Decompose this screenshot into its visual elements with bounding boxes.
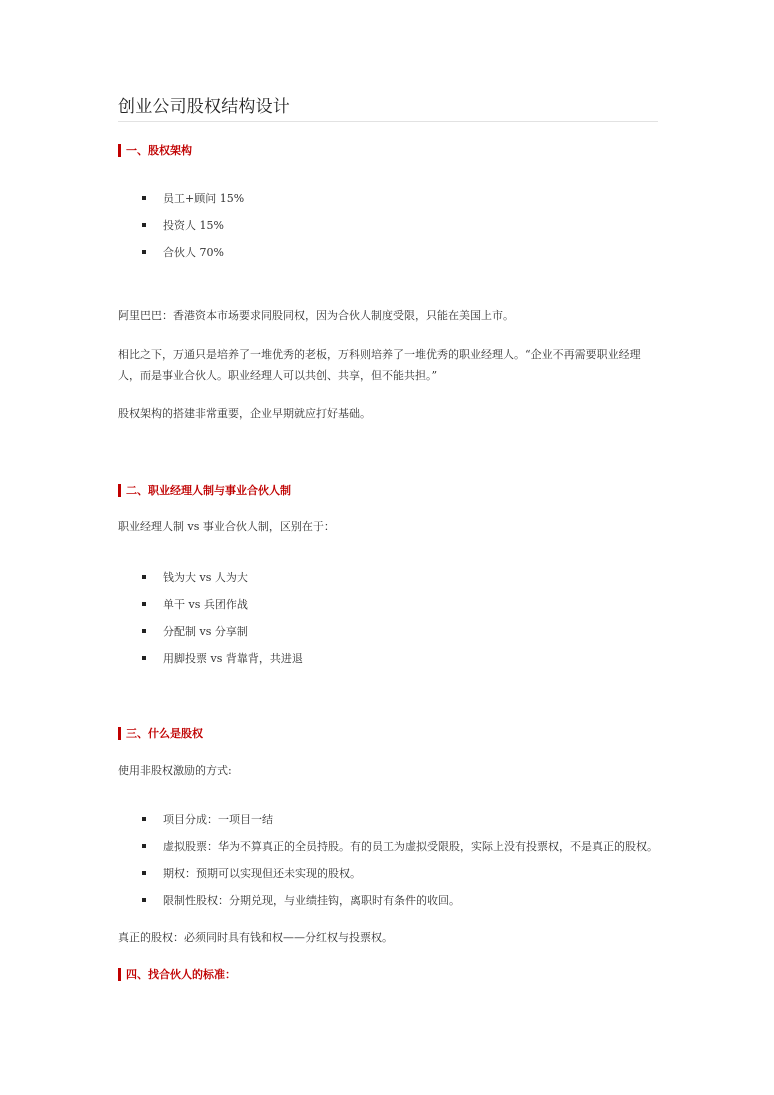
document-title: 创业公司股权结构设计 (118, 97, 290, 117)
section-heading-text: 一、股权架构 (126, 144, 192, 157)
square-bullet-icon (142, 817, 146, 821)
list-item (142, 184, 244, 211)
list-item (142, 590, 303, 617)
list-item-text: 期权：预期可以实现但还未实现的股权。 (163, 866, 361, 880)
square-bullet-icon (142, 871, 146, 875)
square-bullet-icon (142, 844, 146, 848)
section-heading-4 (118, 967, 236, 981)
section-heading-text: 二、职业经理人制与事业合伙人制 (126, 484, 291, 497)
list-item-text: 分配制 vs 分享制 (163, 624, 248, 638)
square-bullet-icon (142, 656, 146, 660)
non-equity-incentive-list (142, 805, 658, 913)
square-bullet-icon (142, 223, 146, 227)
list-item (142, 805, 658, 832)
heading-accent-bar (118, 727, 121, 740)
list-item-text: 单干 vs 兵团作战 (163, 597, 248, 611)
section-heading-3 (118, 726, 203, 740)
list-item (142, 886, 658, 913)
list-item (142, 563, 303, 590)
section-heading-text: 四、找合伙人的标准： (126, 968, 236, 981)
list-item-text: 投资人 15% (163, 218, 224, 232)
list-item (142, 617, 303, 644)
list-item-text: 虚拟股票：华为不算真正的全员持股。有的员工为虚拟受限股，实际上没有投票权，不是真正的股权。 (163, 839, 658, 853)
square-bullet-icon (142, 196, 146, 200)
heading-accent-bar (118, 484, 121, 497)
paragraph: 职业经理人制 vs 事业合伙人制，区别在于： (118, 520, 335, 533)
square-bullet-icon (142, 629, 146, 633)
square-bullet-icon (142, 250, 146, 254)
list-item-text: 用脚投票 vs 背靠背，共进退 (163, 651, 303, 665)
paragraph: 股权架构的搭建非常重要，企业早期就应打好基础。 (118, 407, 371, 420)
list-item (142, 859, 658, 886)
equity-structure-list (142, 184, 244, 265)
list-item (142, 211, 244, 238)
paragraph: 阿里巴巴：香港资本市场要求同股同权，因为合伙人制度受限，只能在美国上市。 (118, 309, 514, 322)
heading-accent-bar (118, 968, 121, 981)
square-bullet-icon (142, 602, 146, 606)
section-heading-text: 三、什么是股权 (126, 727, 203, 740)
square-bullet-icon (142, 575, 146, 579)
paragraph: 真正的股权：必须同时具有钱和权——分红权与投票权。 (118, 931, 393, 944)
list-item (142, 644, 303, 671)
paragraph: 相比之下，万通只是培养了一堆优秀的老板，万科则培养了一堆优秀的职业经理人。“企业不再需要职业经理人，而是事业合伙人。职业经理人可以共创、共享，但不能共担。” (118, 348, 641, 382)
paragraph: 使用非股权激励的方式: (118, 764, 232, 777)
title-divider (118, 121, 658, 122)
list-item-text: 合伙人 70% (163, 245, 224, 259)
section-heading-1 (118, 143, 192, 157)
list-item-text: 员工+顾问 15% (163, 191, 245, 205)
list-item-text: 钱为大 vs 人为大 (163, 570, 248, 584)
heading-accent-bar (118, 144, 121, 157)
square-bullet-icon (142, 898, 146, 902)
list-item (142, 238, 244, 265)
list-item (142, 832, 658, 859)
section-heading-2 (118, 483, 291, 497)
list-item-text: 限制性股权：分期兑现，与业绩挂钩，离职时有条件的收回。 (163, 893, 460, 907)
comparison-list (142, 563, 303, 671)
list-item-text: 项目分成：一项目一结 (163, 812, 273, 826)
